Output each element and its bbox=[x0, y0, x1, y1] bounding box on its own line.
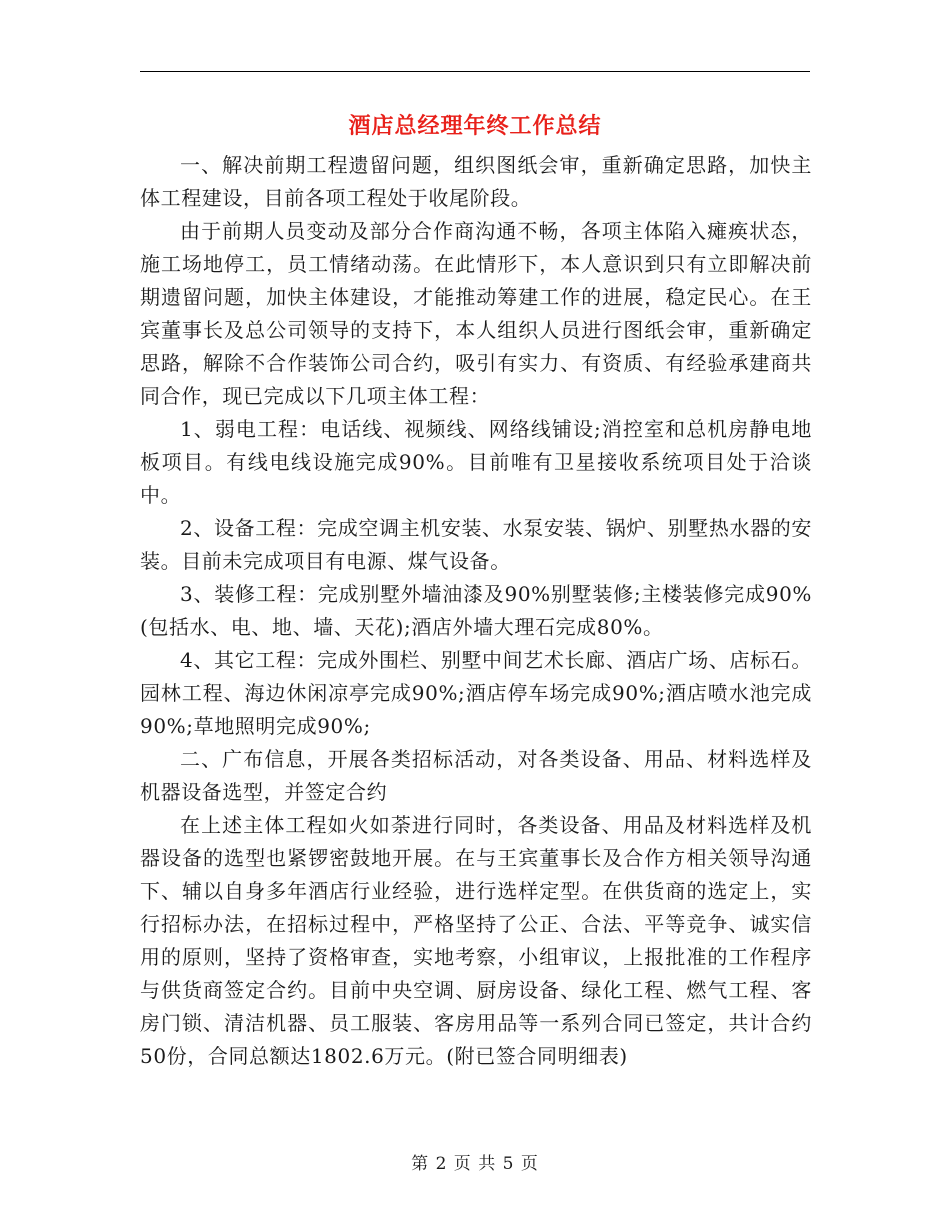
document-title: 酒店总经理年终工作总结 bbox=[348, 113, 602, 139]
paragraph-section-one-heading: 一、解决前期工程遗留问题，组织图纸会审，重新确定思路，加快主体工程建设，目前各项工程处于收尾阶段。 bbox=[140, 153, 812, 210]
page-number-footer: 第 2 页 共 5 页 bbox=[411, 1154, 539, 1174]
paragraph-other-works: 4、其它工程：完成外围栏、别墅中间艺术长廊、酒店广场、店标石。园林工程、海边休闲凉亭完成90%;酒店停车场完成90%;酒店喷水池完成90%;草地照明完成90%; bbox=[140, 648, 812, 738]
paragraph-decoration: 3、装修工程：完成别墅外墙油漆及90%别墅装修;主楼装修完成90%(包括水、电、地、墙、天花);酒店外墙大理石完成80%。 bbox=[140, 582, 812, 639]
paragraph-background: 由于前期人员变动及部分合作商沟通不畅，各项主体陷入瘫痪状态，施工场地停工，员工情绪动荡。在此情形下，本人意识到只有立即解决前期遗留问题，加快主体建设，才能推动筹建工作的进展，稳定民心。在王宾董事长及总公司领导的支持下，本人组织人员进行图纸会审，重新确定思路，解除不合作装饰公司合约，吸引有实力、有资质、有经验承建商共同合作，现已完成以下几项主体工程： bbox=[140, 219, 812, 408]
header-rule bbox=[140, 71, 810, 72]
paragraph-procurement: 在上述主体工程如火如荼进行同时，各类设备、用品及材料选样及机器设备的选型也紧锣密鼓地开展。在与王宾董事长及合作方相关领导沟通下、辅以自身多年酒店行业经验，进行选样定型。在供货商的选定上，实行招标办法，在招标过程中，严格坚持了公正、合法、平等竞争、诚实信用的原则，坚持了资格审查，实地考察，小组审议，上报批准的工作程序与供货商签定合约。目前中央空调、厨房设备、绿化工程、燃气工程、客房门锁、清洁机器、员工服装、客房用品等一系列合同已签定，共计合约50份，合同总额达1802.6万元。(附已签合同明细表) bbox=[140, 813, 812, 1068]
paragraph-equipment: 2、设备工程：完成空调主机安装、水泵安装、锅炉、别墅热水器的安装。目前未完成项目有电源、煤气设备。 bbox=[140, 516, 812, 573]
paragraph-section-two-heading: 二、广布信息，开展各类招标活动，对各类设备、用品、材料选样及机器设备选型，并签定合约 bbox=[140, 747, 812, 804]
document-body bbox=[140, 149, 812, 1073]
paragraph-weak-current: 1、弱电工程：电话线、视频线、网络线铺设;消控室和总机房静电地板项目。有线电线设施完成90%。目前唯有卫星接收系统项目处于洽谈中。 bbox=[140, 417, 812, 507]
